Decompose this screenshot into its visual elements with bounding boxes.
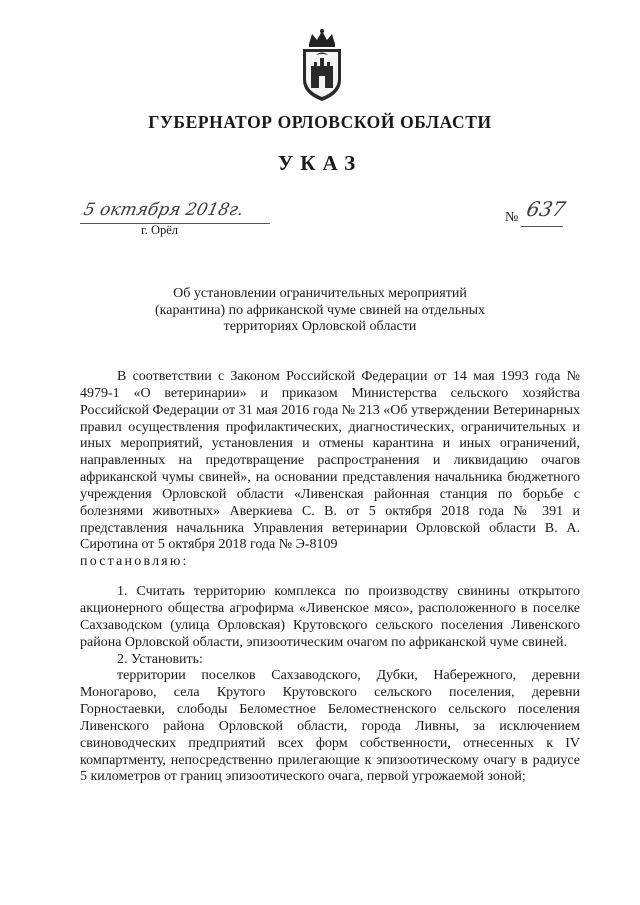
city-label: г. Орёл [141, 223, 179, 237]
number-label: № [505, 210, 519, 225]
item-2-heading: 2. Установить: [117, 651, 203, 667]
title-line: (карантина) по африканской чуме свиней на отдельных [154, 302, 486, 318]
decree-body [80, 369, 580, 786]
preamble-paragraph: В соответствии с Законом Российской Федерации от 14 мая 1993 года № 4979-1 «О ветеринарии» и приказом Министерства сельского хозяйства Российской Федерации от 31 мая 2016 года № 213 «Об утверждении Ветеринарных правил осуществления профилактических, диагностических, ограничительных и иных мероприятий, установления и отмены карантина и иных ограничений, направленных на предотвращение распространения и ликвидацию очагов африканской чумы свиней», на основании представления начальника бюджетного учреждения Орловской области «Ливенская районная станция по борьбе с болезнями животных» Аверкиева С. В. от 5 октября 2018 года № 391 и представления начальника Управления ветеринарии Орловской области В. А. Сиротина от 5 октября 2018 года № Э-8109 [80, 369, 580, 553]
title-line: Об установлении ограничительных мероприятий [173, 286, 467, 301]
decree-word: постановляю: [80, 554, 189, 570]
item-1-paragraph: 1. Считать территорию комплекса по производству свинины открытого акционерного общества агрофирма «Ливенское мясо», расположенного в поселке Сахзаводском (улица Орловская) Крутовского сельского поселения Ливенского района Орловской области, эпизоотическим очагом по африканской чуме свиней. [80, 584, 580, 650]
document-type-heading: УКАЗ [277, 151, 363, 175]
handwritten-date: 5 октября 2018г. [81, 200, 246, 220]
title-line: территориях Орловской области [223, 319, 417, 334]
authority-heading: ГУБЕРНАТОР ОРЛОВСКОЙ ОБЛАСТИ [148, 112, 492, 132]
handwritten-number: 637 [524, 197, 568, 221]
item-2-paragraph: территории поселков Сахзаводского, Дубки, Набережного, деревни Моногарово, села Крутого Крутовского сельского поселения, деревни Горностаевки, слободы Беломестное Беломестненского сельского поселения Ливенского района Орловской области, города Ливны, за исключением свиноводческих предприятий всех форм собственности, отнесенных к IV компартменту, непосредственно прилегающие к эпизоотическому очагу в радиусе 5 километров от границ эпизоотического очага, первой угрожаемой зоной; [80, 668, 580, 785]
decree-title [0, 286, 640, 336]
coat-of-arms-icon [297, 28, 347, 104]
number-underline [521, 226, 563, 227]
